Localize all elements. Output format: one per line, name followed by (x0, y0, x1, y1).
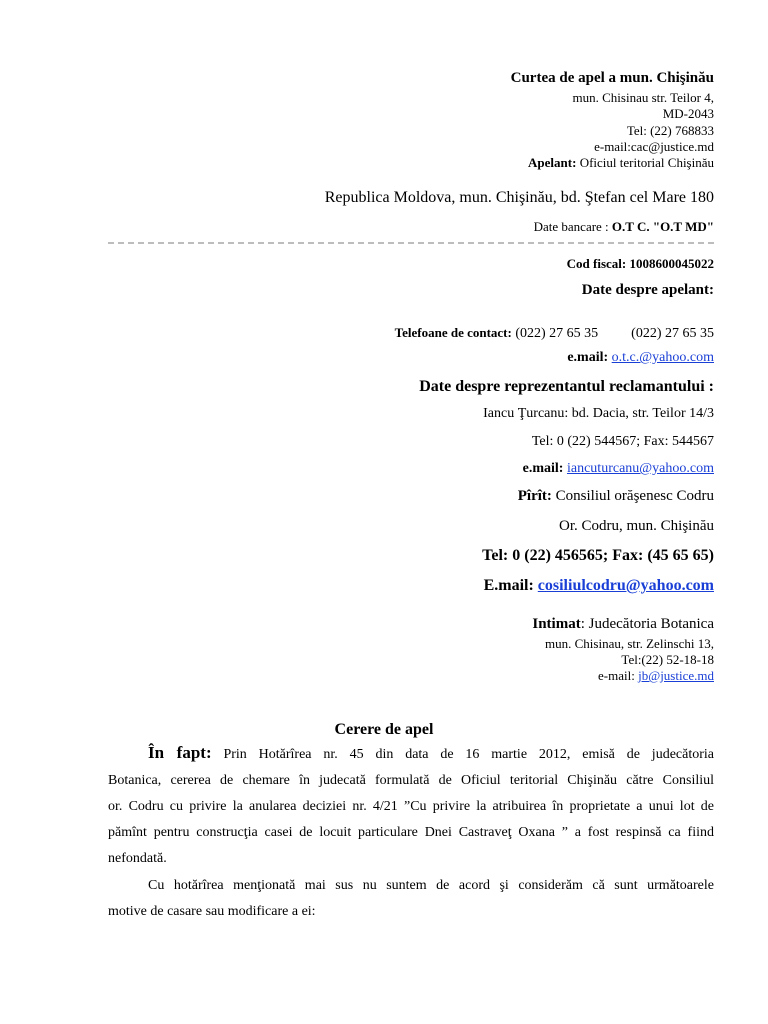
intimat-label: Intimat (532, 616, 581, 632)
defendant-line (518, 488, 714, 505)
bank-line (534, 219, 714, 235)
bank-label: Date bancare : (533, 219, 609, 234)
contacts-email-link[interactable]: o.t.c.@yahoo.com (611, 350, 714, 365)
defendant-name: Consiliul orăşenesc Codru (555, 488, 714, 504)
address-line: Republica Moldova, mun. Chişinău, bd. Ştefan cel Mare 180 (324, 189, 714, 206)
defendant-address: Or. Codru, mun. Chişinău (558, 518, 714, 534)
intimat-phone: Tel:(22) 52-18-18 (621, 652, 714, 667)
body-p1-line4: pămînt pentru construcţia casei de locuit particulare Dnei Castraveţ Oxana ” a fost respinsă ca fiind (108, 825, 714, 840)
court-phone: Tel: (22) 768833 (626, 123, 714, 138)
court-name: Curtea de apel a mun. Chişinău (510, 70, 714, 86)
body-p1-line5: nefondată. (108, 851, 167, 866)
defendant-email-line (484, 577, 714, 595)
body-p1-line2: Botanica, cererea de chemare în judecată formulată de Oficiul teritorial Chişinău către Consiliul (108, 773, 714, 788)
intimat-email-label: e-mail: (598, 668, 635, 683)
body-p1-line1: Prin Hotărîrea nr. 45 din data de 16 martie 2012, emisă de judecătoria (223, 747, 714, 762)
document-title: Cerere de apel (334, 721, 434, 738)
body-paragraph-1 (108, 740, 714, 872)
apelant-line (528, 155, 714, 171)
intimat-address: mun. Chisinau, str. Zelinschi 13, (545, 636, 714, 651)
representative-email-line (523, 461, 714, 477)
contacts-email-line (567, 350, 714, 366)
contacts-line (395, 325, 714, 342)
bank-value: O.T C. "O.T MD" (611, 219, 714, 234)
representative-address: Iancu Ţurcanu: bd. Dacia, str. Teilor 14/3 (483, 406, 714, 421)
intimat-email-line (598, 668, 714, 684)
court-email: e-mail:cac@justice.md (594, 139, 714, 154)
defendant-label: Pîrît: (517, 488, 552, 504)
dashed-divider (108, 242, 714, 244)
intimat-email-link[interactable]: jb@justice.md (638, 668, 714, 683)
apelant-heading: Date despre apelant: (581, 282, 714, 298)
contacts-phone1: (022) 27 65 35 (515, 326, 599, 341)
representative-phone: Tel: 0 (22) 544567; Fax: 544567 (531, 434, 714, 449)
body-p1-line3: or. Codru cu privire la anularea deciziei nr. 4/21 ”Cu privire la atribuirea în proprietate a unui lot de (108, 799, 714, 814)
body-paragraph-2 (108, 873, 714, 925)
apelant-value: Oficiul teritorial Chişinău (579, 155, 714, 170)
defendant-phone: Tel: 0 (22) 456565; Fax: (45 65 65) (482, 547, 714, 564)
court-address-line1: mun. Chisinau str. Teilor 4, (572, 90, 714, 105)
contacts-email-label: e.mail: (567, 350, 609, 365)
representative-heading: Date despre reprezentantul reclamantului : (419, 378, 714, 395)
fiscal-code: Cod fiscal: 1008600045022 (566, 256, 714, 271)
intimat-line (532, 616, 714, 633)
court-address-line2: MD-2043 (662, 106, 714, 121)
defendant-email-link[interactable]: cosiliulcodru@yahoo.com (537, 577, 714, 594)
representative-email-label: e.mail: (522, 461, 564, 476)
defendant-email-label: E.mail: (483, 577, 534, 594)
intimat-name: : Judecătoria Botanica (580, 616, 714, 632)
body-p2-line1: Cu hotărîrea menţionată mai sus nu suntem de acord şi considerăm că sunt următoarele (148, 878, 714, 893)
contacts-phone2: (022) 27 65 35 (631, 326, 714, 341)
apelant-label: Apelant: (528, 155, 577, 170)
contacts-label: Telefoane de contact: (394, 325, 512, 340)
representative-email-link[interactable]: iancuturcanu@yahoo.com (566, 461, 714, 476)
body-p2-line2: motive de casare sau modificare a ei: (108, 904, 316, 919)
body-lead: În fapt: (148, 743, 212, 762)
